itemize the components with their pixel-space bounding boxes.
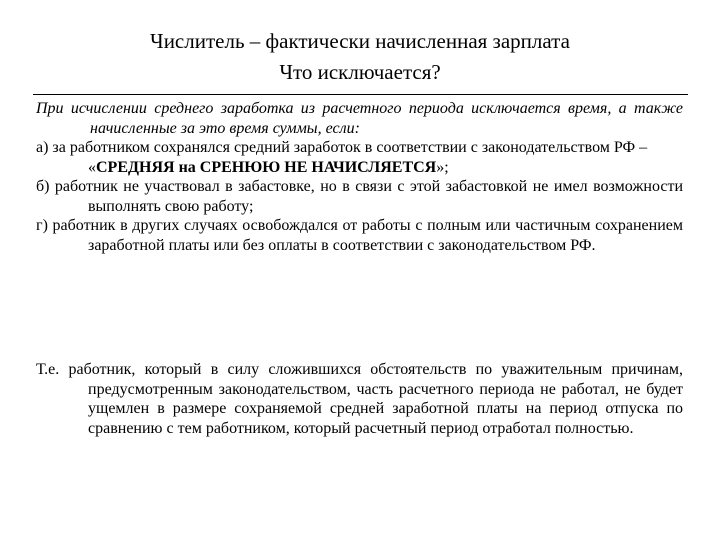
emphasis-close-quote: »; [436,158,449,176]
slide-subtitle: Что исключается? [279,60,441,84]
title-divider [33,94,688,95]
item-a: а) за работником сохранялся средний заработок в соответствии с законодательством РФ – [36,139,648,156]
slide-title: Числитель – фактически начисленная зарплата [150,29,570,53]
item-a-emphasis [36,158,683,178]
note-paragraph: Т.е. работник, который в силу сложившихся обстоятельств по уважительным причинам, предусмотренным законодательством, часть расчетного периода не работал, не будет ущемлен в размере сохраняемой средней заработной платы на период отпуска по сравнению с тем работником, который расчетный период отработал полностью. [36,361,683,437]
note-section [36,360,683,438]
item-g: г) работник в других случаях освобождался от работы с полным или частичным сохранением заработной платы или без оплаты в соответствии с законодательством РФ. [36,217,683,254]
item-b: б) работник не участвовал в забастовке, но в связи с этой забастовкой не имел возможности выполнять свою работу; [36,178,683,215]
content-body [36,99,683,255]
emphasis-open-quote: « [88,158,96,176]
emphasis-text: СРЕДНЯЯ на СРЕНЮЮ НЕ НАЧИСЛЯЕТСЯ [96,158,437,176]
intro-paragraph: При исчислении среднего заработка из расчетного периода исключается время, а также начисленные за это время суммы, если: [36,100,683,137]
